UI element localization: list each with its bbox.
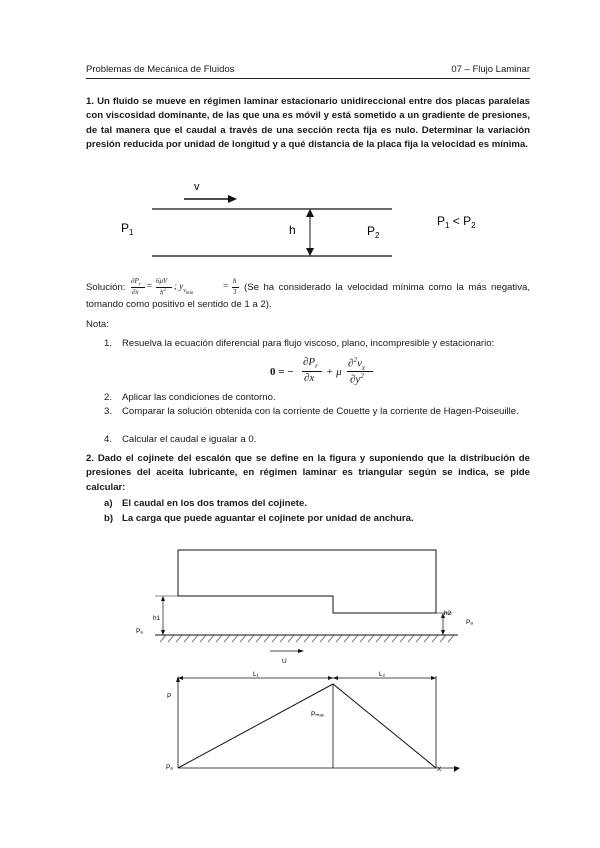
note-2-text: Aplicar las condiciones de contorno. [122, 392, 276, 403]
item-b-label: b) [104, 513, 114, 524]
note-3-number: 3. [104, 406, 113, 417]
note-3-text: Comparar la solución obtenida con la corriente de Couette y la corriente de Hagen-Poiseuille. [122, 406, 519, 417]
l2-label: L₂ [379, 671, 386, 678]
pmax-label: Pₘₐₓ [311, 711, 324, 718]
problem-2-statement: 2. Dado el cojinete del escalón que se define en la figura y suponiendo que la distribución de presiones del aceita lubricante, en régimen laminar es triangular según se indica, se pide calcular: [86, 453, 530, 493]
pa-right-label: Pₐ [466, 619, 473, 626]
p-axis-label: P [167, 693, 172, 700]
note-1-number: 1. [104, 338, 113, 349]
header-chapter: 07 – Flujo Laminar [451, 64, 530, 75]
h2-label: h2 [444, 610, 452, 617]
solution-ymin: ; $y_{v_{mín}}$ [174, 281, 194, 296]
gap-label: h [289, 223, 296, 237]
solution-dx: ∂x [132, 288, 139, 296]
solution-label: Solución: [86, 282, 126, 293]
note-1-text: Resuelva la ecuación diferencial para flujo viscoso, plano, incompresible y estacionario: [122, 338, 495, 349]
velocity-arrowhead [228, 195, 237, 203]
solution-numerator: 6μV [156, 277, 168, 285]
pa-origin-label: Pₐ [166, 764, 173, 771]
solution-text-2: tomando como positivo el sentido de 1 a 2). [86, 299, 272, 310]
item-a-label: a) [104, 498, 113, 509]
note-4-text: Calcular el caudal e igualar a 0. [122, 434, 257, 445]
h1-label: h1 [153, 615, 161, 622]
note-2-number: 2. [104, 392, 113, 403]
x-axis-label: X [437, 766, 442, 773]
problem-1-statement: 1. Un fluido se mueve en régimen laminar estacionario unidireccional entre dos placas paralelas con viscosidad dominante, de las que una es móvil y está sometido a un gradiente de presiones, de tal manera que el caudal a través de una sección recta fija es nulo. Determinar la variación presión reducida por unidad de longitud y a qué distancia de la placa fija la velocidad es mínima. [86, 96, 530, 151]
solution-3: 3 [233, 288, 237, 296]
bearing-step-profile [178, 550, 436, 613]
triangular-pressure-profile [178, 684, 436, 768]
item-b-text: La carga que puede aguantar el cojinete por unidad de anchura. [122, 513, 414, 524]
solution-text-1: (Se ha considerado la velocidad mínima como la más negativa, [244, 282, 530, 293]
item-a-text: El caudal en los dos tramos del cojinete. [122, 498, 307, 509]
u-label: U [282, 658, 287, 665]
l1-label: L₁ [253, 671, 259, 678]
velocity-label: v [194, 181, 200, 193]
solution-denominator: $h^2$ [160, 288, 166, 297]
ground-hatching [160, 635, 454, 642]
nota-label: Nota: [86, 319, 109, 330]
solution-h: h [233, 277, 237, 285]
pressure-relation: $P_1 < P_2$ [437, 214, 476, 230]
pressure-1-label: $P_1$ [121, 221, 134, 237]
parallel-plates-figure [0, 170, 600, 265]
header-title: Problemas de Mecánica de Fluidos [86, 64, 235, 75]
navier-stokes-equation: 0 = − $\partial P_r$ ∂x + μ $\partial^2v_x$ $\partial y^2$ [270, 356, 410, 390]
step-bearing-figure [0, 540, 600, 780]
header-rule [86, 78, 530, 79]
solution-line: Solución: $\partial P_r$ ∂x = 6μV $h^2$ ; $y_{v_{mín}}$ = h 3 (Se ha considerado la velocidad mínima como la más negativa, [86, 277, 530, 297]
gap-arrowhead-top [306, 209, 314, 217]
solution-dpr: $\partial P_r$ [131, 277, 141, 288]
pressure-2-label: $P_2$ [367, 224, 380, 240]
gap-arrowhead-bottom [306, 248, 314, 256]
note-4-number: 4. [104, 434, 113, 445]
pa-left-label: Pₐ [136, 628, 143, 635]
